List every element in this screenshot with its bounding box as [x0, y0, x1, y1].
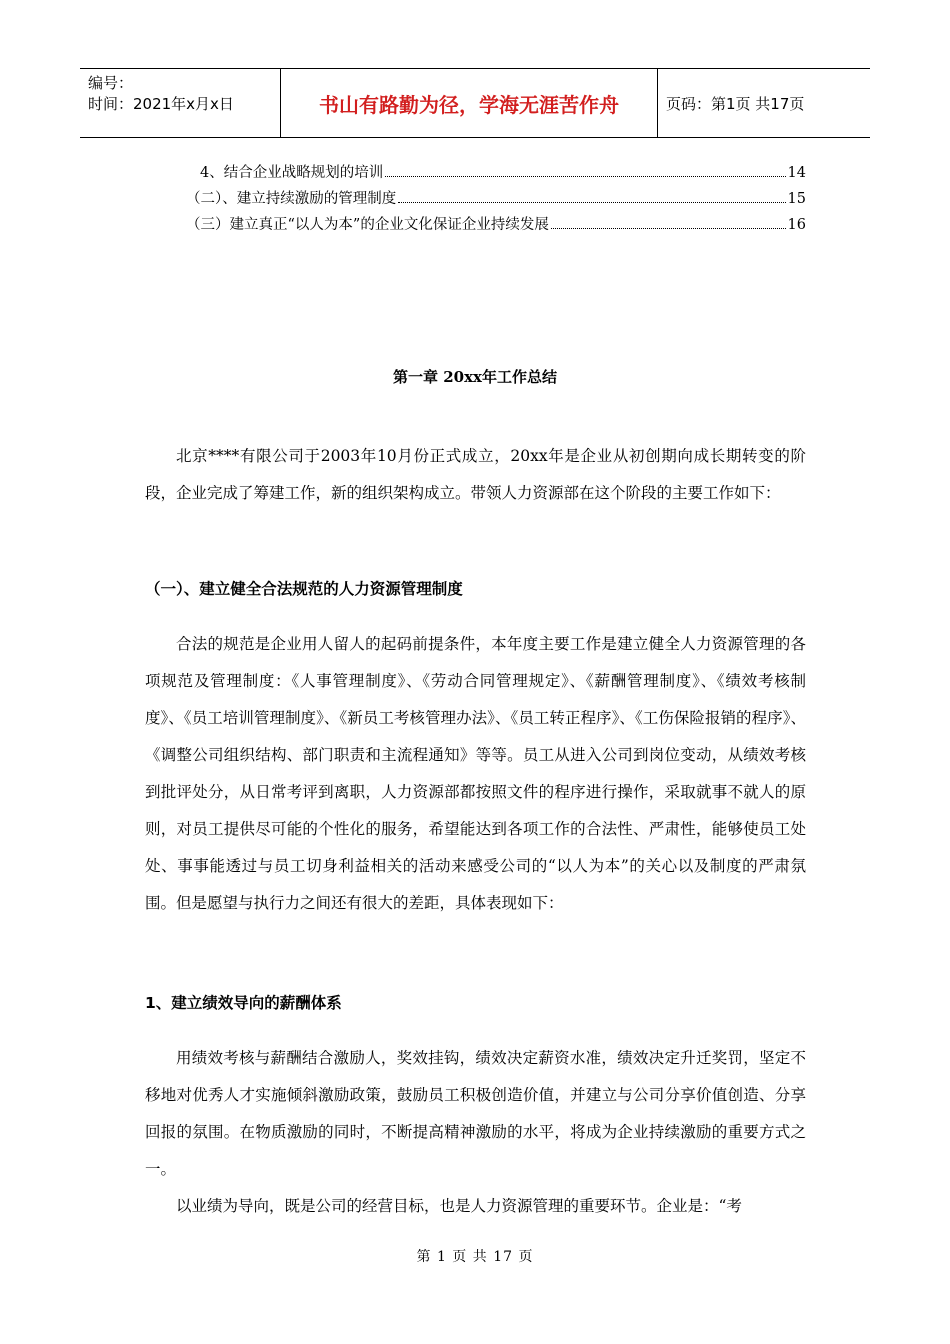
table-of-contents	[186, 160, 806, 238]
page-header	[80, 68, 870, 138]
subsection-heading: 1、建立绩效导向的薪酬体系	[145, 994, 342, 1012]
toc-entry[interactable]	[186, 212, 806, 238]
toc-leader	[551, 214, 786, 229]
toc-entry[interactable]	[186, 160, 806, 186]
toc-entry-page: 15	[787, 191, 806, 207]
number-label: 编号：	[88, 74, 134, 92]
toc-entry-title: （二）、建立持续激励的管理制度	[186, 191, 397, 207]
chapter-title: 第一章 20xx年工作总结	[393, 368, 557, 386]
time-label: 时间：2021年x月x日	[88, 95, 234, 113]
toc-leader	[398, 188, 785, 203]
subsection-body-continued: 以业绩为导向，既是公司的经营目标，也是人力资源管理的重要环节。企业是：“考	[176, 1197, 742, 1215]
section-heading: （一）、建立健全合法规范的人力资源管理制度	[145, 580, 463, 598]
toc-entry[interactable]	[186, 186, 806, 212]
header-page-info: 页码：第1页 共17页	[666, 94, 805, 113]
toc-entry-title: 4、结合企业战略规划的培训	[200, 165, 384, 181]
header-motto: 书山有路勤为径，学海无涯苦作舟	[281, 69, 658, 137]
toc-leader	[385, 162, 785, 177]
toc-entry-page: 16	[787, 217, 806, 233]
section-body: 合法的规范是企业用人留人的起码前提条件，本年度主要工作是建立健全人力资源管理的各项规范及管理制度：《人事管理制度》、《劳动合同管理规定》、《薪酬管理制度》、《绩效考核制度》、《员工培训管理制度》、《新员工考核管理办法》、《员工转正程序》、《工伤保险报销的程序》、《调整公司组织结构、部门职责和主流程通知》等等。员工从进入公司到岗位变动，从绩效考核到批评处分，从日常考评到离职，人力资源部都按照文件的程序进行操作，采取就事不就人的原则，对员工提供尽可能的个性化的服务，希望能达到各项工作的合法性、严肃性，能够使员工处处、事事能透过与员工切身利益相关的活动来感受公司的“以人为本”的关心以及制度的严肃氛围。但是愿望与执行力之间还有很大的差距，具体表现如下：	[145, 635, 806, 912]
toc-entry-title: （三）建立真正“以人为本”的企业文化保证企业持续发展	[186, 217, 549, 233]
page-footer: 第 1 页 共 17 页	[416, 1249, 534, 1265]
subsection-body: 用绩效考核与薪酬结合激励人，奖效挂钩，绩效决定薪资水准，绩效决定升迁奖罚，坚定不移地对优秀人才实施倾斜激励政策，鼓励员工积极创造价值，并建立与公司分享价值创造、分享回报的氛围。在物质激励的同时，不断提高精神激励的水平，将成为企业持续激励的重要方式之一。	[145, 1049, 806, 1178]
intro-paragraph: 北京****有限公司于2003年10月份正式成立，20xx年是企业从初创期向成长期转变的阶段，企业完成了筹建工作，新的组织架构成立。带领人力资源部在这个阶段的主要工作如下：	[145, 447, 806, 502]
toc-entry-page: 14	[787, 165, 806, 181]
header-meta	[80, 69, 281, 137]
